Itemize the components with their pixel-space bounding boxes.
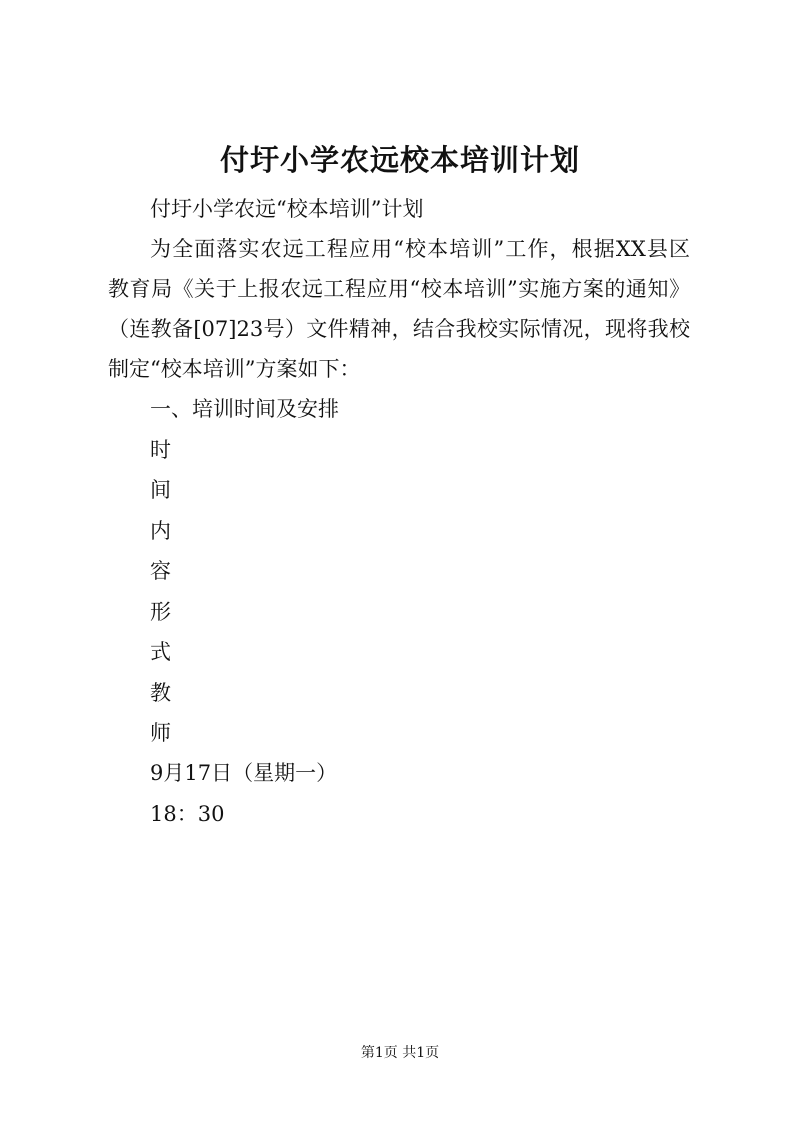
table-header-cell: 时 [150,438,171,462]
document-title: 付圩小学农远校本培训计划 [219,143,580,177]
section-heading: 一、培训时间及安排 [150,397,339,421]
table-header-cell: 间 [150,478,171,502]
table-header-cell: 式 [150,640,171,664]
table-header-cell: 师 [150,721,171,745]
table-header-cell: 内 [150,519,171,543]
table-header-cell: 教 [150,681,171,705]
page-footer: 第1页 共1页 [360,1045,440,1061]
intro-line-4: 制定“校本培训”方案如下： [108,357,361,381]
schedule-date: 9月17日（星期一） [150,761,338,785]
schedule-time: 18：30 [150,802,225,826]
table-header-cell: 形 [150,600,171,624]
document-subtitle: 付圩小学农远“校本培训”计划 [150,197,424,221]
intro-line-2: 教育局《关于上报农远工程应用“校本培训”实施方案的通知》 [108,277,690,301]
intro-line-1: 为全面落实农远工程应用“校本培训”工作，根据XX县区 [150,237,690,261]
table-header-cell: 容 [150,559,171,583]
intro-line-3: （连教备[07]23号）文件精神，结合我校实际情况，现将我校 [108,317,690,341]
